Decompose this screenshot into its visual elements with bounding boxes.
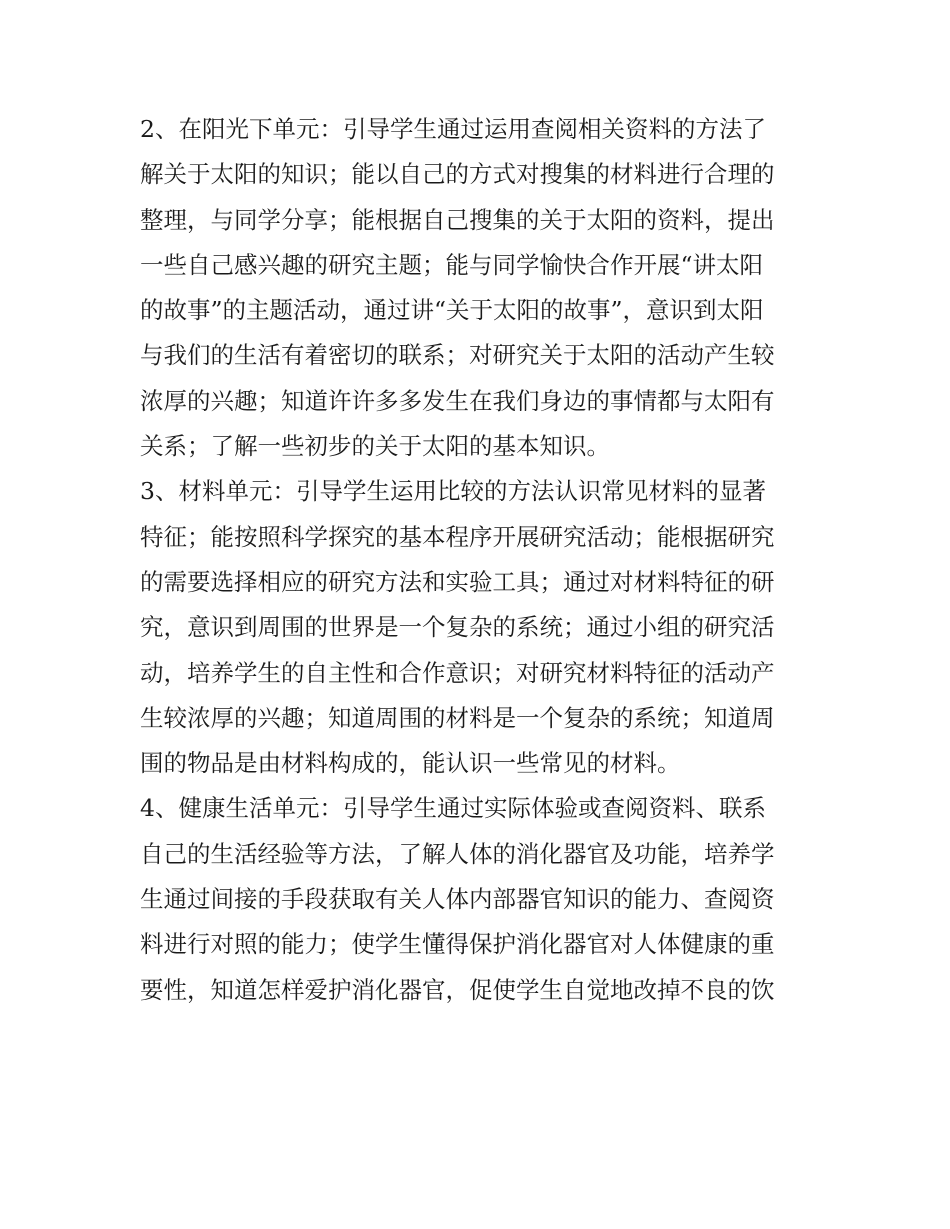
text-line: 2、在阳光下单元：引导学生通过运用查阅相关资料的方法了	[140, 115, 766, 143]
text-line: 与我们的生活有着密切的联系；对研究关于太阳的活动产生较	[140, 341, 775, 370]
text-line: 的需要选择相应的研究方法和实验工具；通过对材料特征的研	[140, 567, 775, 596]
text-line: 动，培养学生的自主性和合作意识；对研究材料特征的活动产	[140, 658, 775, 687]
text-line: 3、材料单元：引导学生运用比较的方法认识常见材料的显著	[140, 477, 766, 506]
text-line: 一些自己感兴趣的研究主题；能与同学愉快合作开展“讲太阳	[140, 250, 764, 279]
text-line: 围的物品是由材料构成的，能认识一些常见的材料。	[140, 749, 681, 778]
text-line: 自己的生活经验等方法，了解人体的消化器官及功能，培养学	[140, 839, 775, 868]
text-line: 生通过间接的手段获取有关人体内部器官知识的能力、查阅资	[140, 885, 775, 914]
text-line: 解关于太阳的知识；能以自己的方式对搜集的材料进行合理的	[140, 160, 775, 189]
text-line: 生较浓厚的兴趣；知道周围的材料是一个复杂的系统；知道周	[140, 703, 775, 732]
text-line: 4、健康生活单元：引导学生通过实际体验或查阅资料、联系	[140, 794, 766, 823]
text-line: 整理，与同学分享；能根据自己搜集的关于太阳的资料，提出	[140, 205, 775, 234]
paragraph-materials-unit	[140, 469, 820, 786]
text-line: 料进行对照的能力；使学生懂得保护消化器官对人体健康的重	[140, 930, 775, 959]
document-body	[140, 107, 820, 1013]
paragraph-sunlight-unit	[140, 107, 820, 469]
text-line: 关系；了解一些初步的关于太阳的基本知识。	[140, 432, 610, 461]
text-line: 要性，知道怎样爱护消化器官，促使学生自觉地改掉不良的饮	[140, 975, 775, 1004]
text-line: 究，意识到周围的世界是一个复杂的系统；通过小组的研究活	[140, 613, 775, 642]
paragraph-healthy-life-unit	[140, 786, 820, 1012]
text-line: 特征；能按照科学探究的基本程序开展研究活动；能根据研究	[140, 522, 775, 551]
text-line: 的故事”的主题活动，通过讲“关于太阳的故事”，意识到太阳	[140, 296, 764, 325]
text-line: 浓厚的兴趣；知道许许多多发生在我们身边的事情都与太阳有	[140, 386, 775, 415]
